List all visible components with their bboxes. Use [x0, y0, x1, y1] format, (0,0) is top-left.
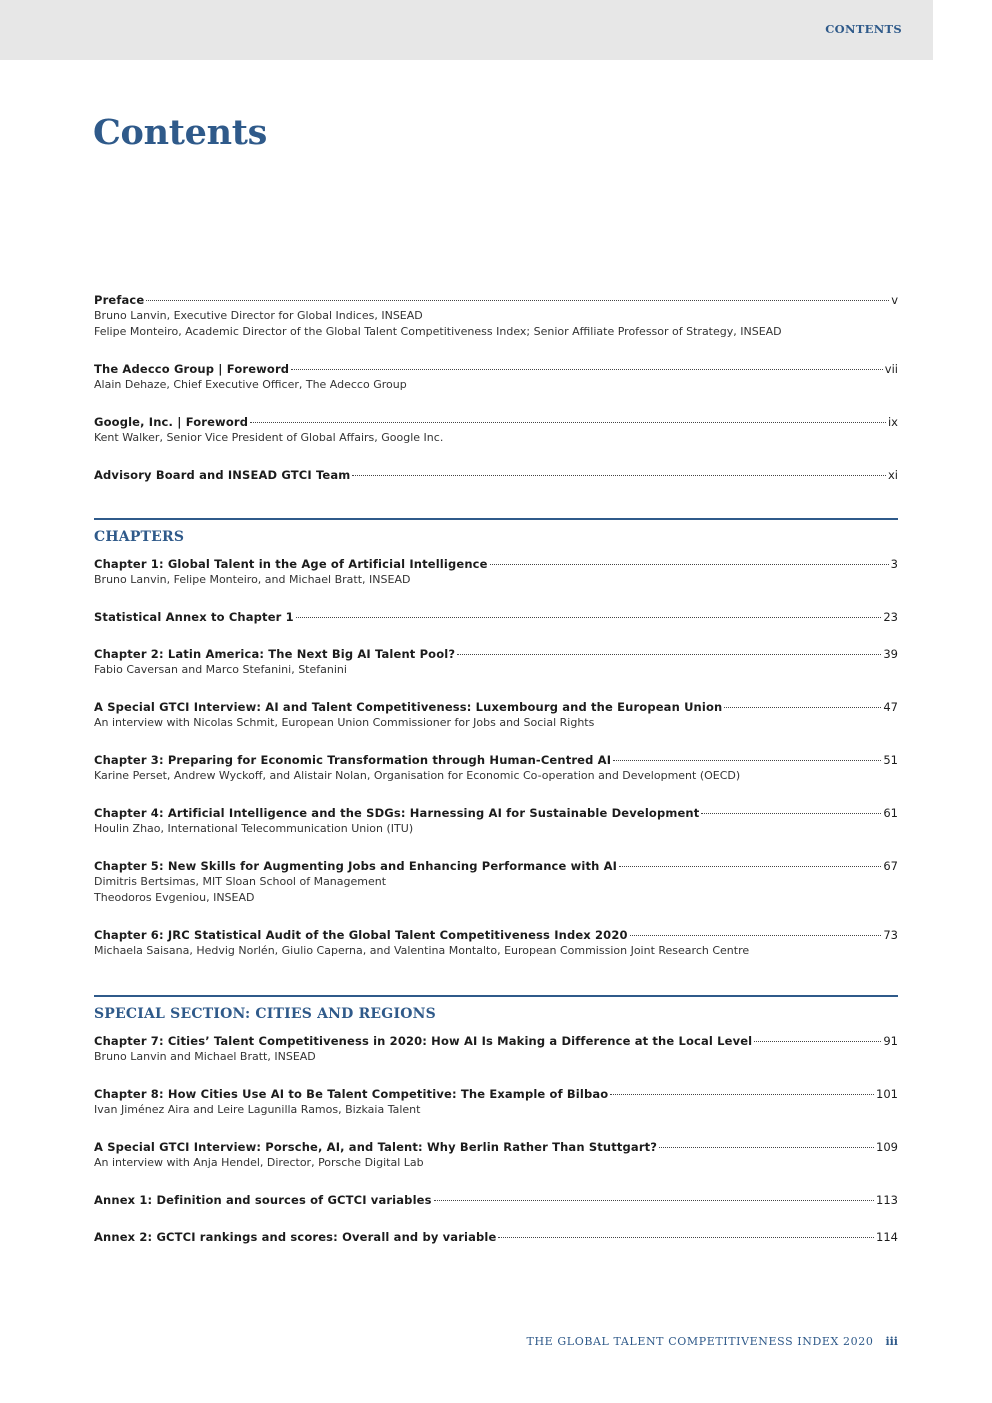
toc-entry-line — [94, 292, 898, 308]
toc-entry-author: Bruno Lanvin and Michael Bratt, INSEAD — [94, 1050, 316, 1063]
toc-entry-author: Bruno Lanvin, Felipe Monteiro, and Michael Bratt, INSEAD — [94, 573, 411, 586]
toc-entry-author: Ivan Jiménez Aira and Leire Lagunilla Ramos, Bizkaia Talent — [94, 1103, 421, 1116]
toc-entry-line — [94, 1139, 898, 1155]
dot-leader — [701, 813, 881, 814]
toc-page-number: 23 — [883, 610, 898, 624]
toc-entry-line — [94, 646, 898, 662]
toc-entry-title[interactable]: Chapter 7: Cities’ Talent Competitiveness in 2020: How AI Is Making a Difference at the Local Level — [94, 1034, 753, 1048]
toc-entry[interactable] — [94, 361, 898, 393]
toc-entry-title[interactable]: Chapter 5: New Skills for Augmenting Jobs and Enhancing Performance with AI — [94, 859, 618, 873]
dot-leader — [610, 1094, 874, 1095]
dot-leader — [498, 1237, 874, 1238]
toc-entry-author: Dimitris Bertsimas, MIT Sloan School of Management — [94, 875, 387, 888]
dot-leader — [630, 935, 882, 936]
toc-entry[interactable] — [94, 556, 898, 588]
toc-entry[interactable] — [94, 467, 898, 483]
toc-entry-author: Michaela Saisana, Hedvig Norlén, Giulio Caperna, and Valentina Montalto, European Commission Joint Research Centre — [94, 944, 750, 957]
toc-entry[interactable] — [94, 1139, 898, 1171]
toc-entry-title[interactable]: Preface — [94, 293, 145, 307]
dot-leader — [613, 760, 881, 761]
toc-entry-line — [94, 1033, 898, 1049]
toc-entry[interactable] — [94, 1229, 898, 1245]
toc-entry-line — [94, 858, 898, 874]
toc-page-number: 114 — [876, 1230, 898, 1244]
toc-page-number: 109 — [876, 1140, 898, 1154]
toc-entry-line — [94, 556, 898, 572]
toc-entry-author: Houlin Zhao, International Telecommunication Union (ITU) — [94, 822, 414, 835]
toc-entry-line — [94, 467, 898, 483]
toc-entry-title[interactable]: The Adecco Group | Foreword — [94, 362, 290, 376]
dot-leader — [457, 654, 881, 655]
dot-leader — [619, 866, 881, 867]
section-heading — [94, 518, 898, 556]
dot-leader — [352, 475, 886, 476]
toc-entry-line — [94, 699, 898, 715]
toc-entry-title[interactable]: Annex 1: Definition and sources of GCTCI variables — [94, 1193, 432, 1207]
toc-entry[interactable] — [94, 805, 898, 837]
toc-entry-title[interactable]: Chapter 8: How Cities Use AI to Be Talent Competitive: The Example of Bilbao — [94, 1087, 609, 1101]
toc-entry-title[interactable]: A Special GTCI Interview: Porsche, AI, and Talent: Why Berlin Rather Than Stuttgart? — [94, 1140, 658, 1154]
toc-entry-line — [94, 927, 898, 943]
toc-entry-title[interactable]: Chapter 3: Preparing for Economic Transformation through Human-Centred AI — [94, 753, 612, 767]
toc-entry-line — [94, 609, 898, 625]
toc-page-number: 73 — [883, 928, 898, 942]
toc-entry-author: Fabio Caversan and Marco Stefanini, Stefanini — [94, 663, 347, 676]
dot-leader — [434, 1200, 874, 1201]
toc-entry-line — [94, 805, 898, 821]
toc-page-number: 3 — [890, 557, 898, 571]
toc-page-number: 101 — [876, 1087, 898, 1101]
section-title: CHAPTERS — [94, 529, 185, 545]
toc-entry[interactable] — [94, 609, 898, 625]
dot-leader — [291, 369, 883, 370]
toc-entry-author: Karine Perset, Andrew Wyckoff, and Alistair Nolan, Organisation for Economic Co-operation and Development (OECD) — [94, 769, 741, 782]
toc-entry-line — [94, 1229, 898, 1245]
toc-entry-title[interactable]: Annex 2: GCTCI rankings and scores: Overall and by variable — [94, 1230, 497, 1244]
toc-entry[interactable] — [94, 699, 898, 731]
toc-entry-title[interactable]: Statistical Annex to Chapter 1 — [94, 610, 294, 624]
page-title: Contents — [93, 112, 268, 153]
toc-entry-line — [94, 1192, 898, 1208]
toc-page-number: 61 — [883, 806, 898, 820]
dot-leader — [724, 707, 881, 708]
toc-entry[interactable] — [94, 752, 898, 784]
toc-entry-author: Kent Walker, Senior Vice President of Global Affairs, Google Inc. — [94, 431, 444, 444]
dot-leader — [490, 564, 889, 565]
toc-page-number: 67 — [883, 859, 898, 873]
toc-entry-title[interactable]: Chapter 1: Global Talent in the Age of Artificial Intelligence — [94, 557, 488, 571]
toc-entry-author: Theodoros Evgeniou, INSEAD — [94, 891, 255, 904]
toc-entry-author: An interview with Anja Hendel, Director, Porsche Digital Lab — [94, 1156, 424, 1169]
toc-entry[interactable] — [94, 414, 898, 446]
toc-entry-line — [94, 414, 898, 430]
toc-entry[interactable] — [94, 1033, 898, 1065]
running-header: CONTENTS — [825, 22, 902, 36]
toc-entry-author: Felipe Monteiro, Academic Director of the Global Talent Competitiveness Index; Senior Affiliate Professor of Strategy, INSEAD — [94, 325, 782, 338]
dot-leader — [754, 1041, 881, 1042]
toc-entry-title[interactable]: Advisory Board and INSEAD GTCI Team — [94, 468, 351, 482]
toc-entry[interactable] — [94, 927, 898, 959]
toc-entry-author: Bruno Lanvin, Executive Director for Global Indices, INSEAD — [94, 309, 423, 322]
toc-entry-title[interactable]: Google, Inc. | Foreword — [94, 415, 249, 429]
toc-page-number: 113 — [876, 1193, 898, 1207]
toc-page-number: 47 — [883, 700, 898, 714]
toc-entry-title[interactable]: Chapter 4: Artificial Intelligence and the SDGs: Harnessing AI for Sustainable Development — [94, 806, 700, 820]
toc-entry-title[interactable]: Chapter 2: Latin America: The Next Big AI Talent Pool? — [94, 647, 456, 661]
toc-page-number: vii — [884, 362, 898, 376]
page-footer — [527, 1335, 898, 1348]
toc-page-number: 91 — [883, 1034, 898, 1048]
toc-page-number: v — [891, 293, 898, 307]
dot-leader — [250, 422, 886, 423]
toc-page-number: 39 — [883, 647, 898, 661]
toc-entry-title[interactable]: Chapter 6: JRC Statistical Audit of the Global Talent Competitiveness Index 2020 — [94, 928, 628, 942]
toc-entry-author: Alain Dehaze, Chief Executive Officer, The Adecco Group — [94, 378, 407, 391]
toc-page-number: xi — [887, 468, 898, 482]
toc-entry-line — [94, 1086, 898, 1102]
section-title: SPECIAL SECTION: CITIES AND REGIONS — [94, 1006, 436, 1022]
header-band — [0, 0, 933, 60]
toc-entry[interactable] — [94, 1192, 898, 1208]
dot-leader — [146, 300, 889, 301]
toc-entry[interactable] — [94, 292, 898, 340]
section-heading — [94, 995, 898, 1033]
footer-page-number: iii — [885, 1335, 898, 1348]
toc-entry[interactable] — [94, 646, 898, 678]
dot-leader — [296, 617, 882, 618]
toc-entry-line — [94, 361, 898, 377]
footer-publication: THE GLOBAL TALENT COMPETITIVENESS INDEX 2020 — [526, 1335, 874, 1348]
toc-entry[interactable] — [94, 1086, 898, 1118]
dot-leader — [659, 1147, 874, 1148]
toc-entry-title[interactable]: A Special GTCI Interview: AI and Talent Competitiveness: Luxembourg and the European Union — [94, 700, 723, 714]
toc-entry-author: An interview with Nicolas Schmit, European Union Commissioner for Jobs and Social Rights — [94, 716, 595, 729]
toc-entry[interactable] — [94, 858, 898, 906]
toc-page-number: ix — [887, 415, 898, 429]
table-of-contents — [94, 292, 898, 1281]
toc-page-number: 51 — [883, 753, 898, 767]
toc-entry-line — [94, 752, 898, 768]
